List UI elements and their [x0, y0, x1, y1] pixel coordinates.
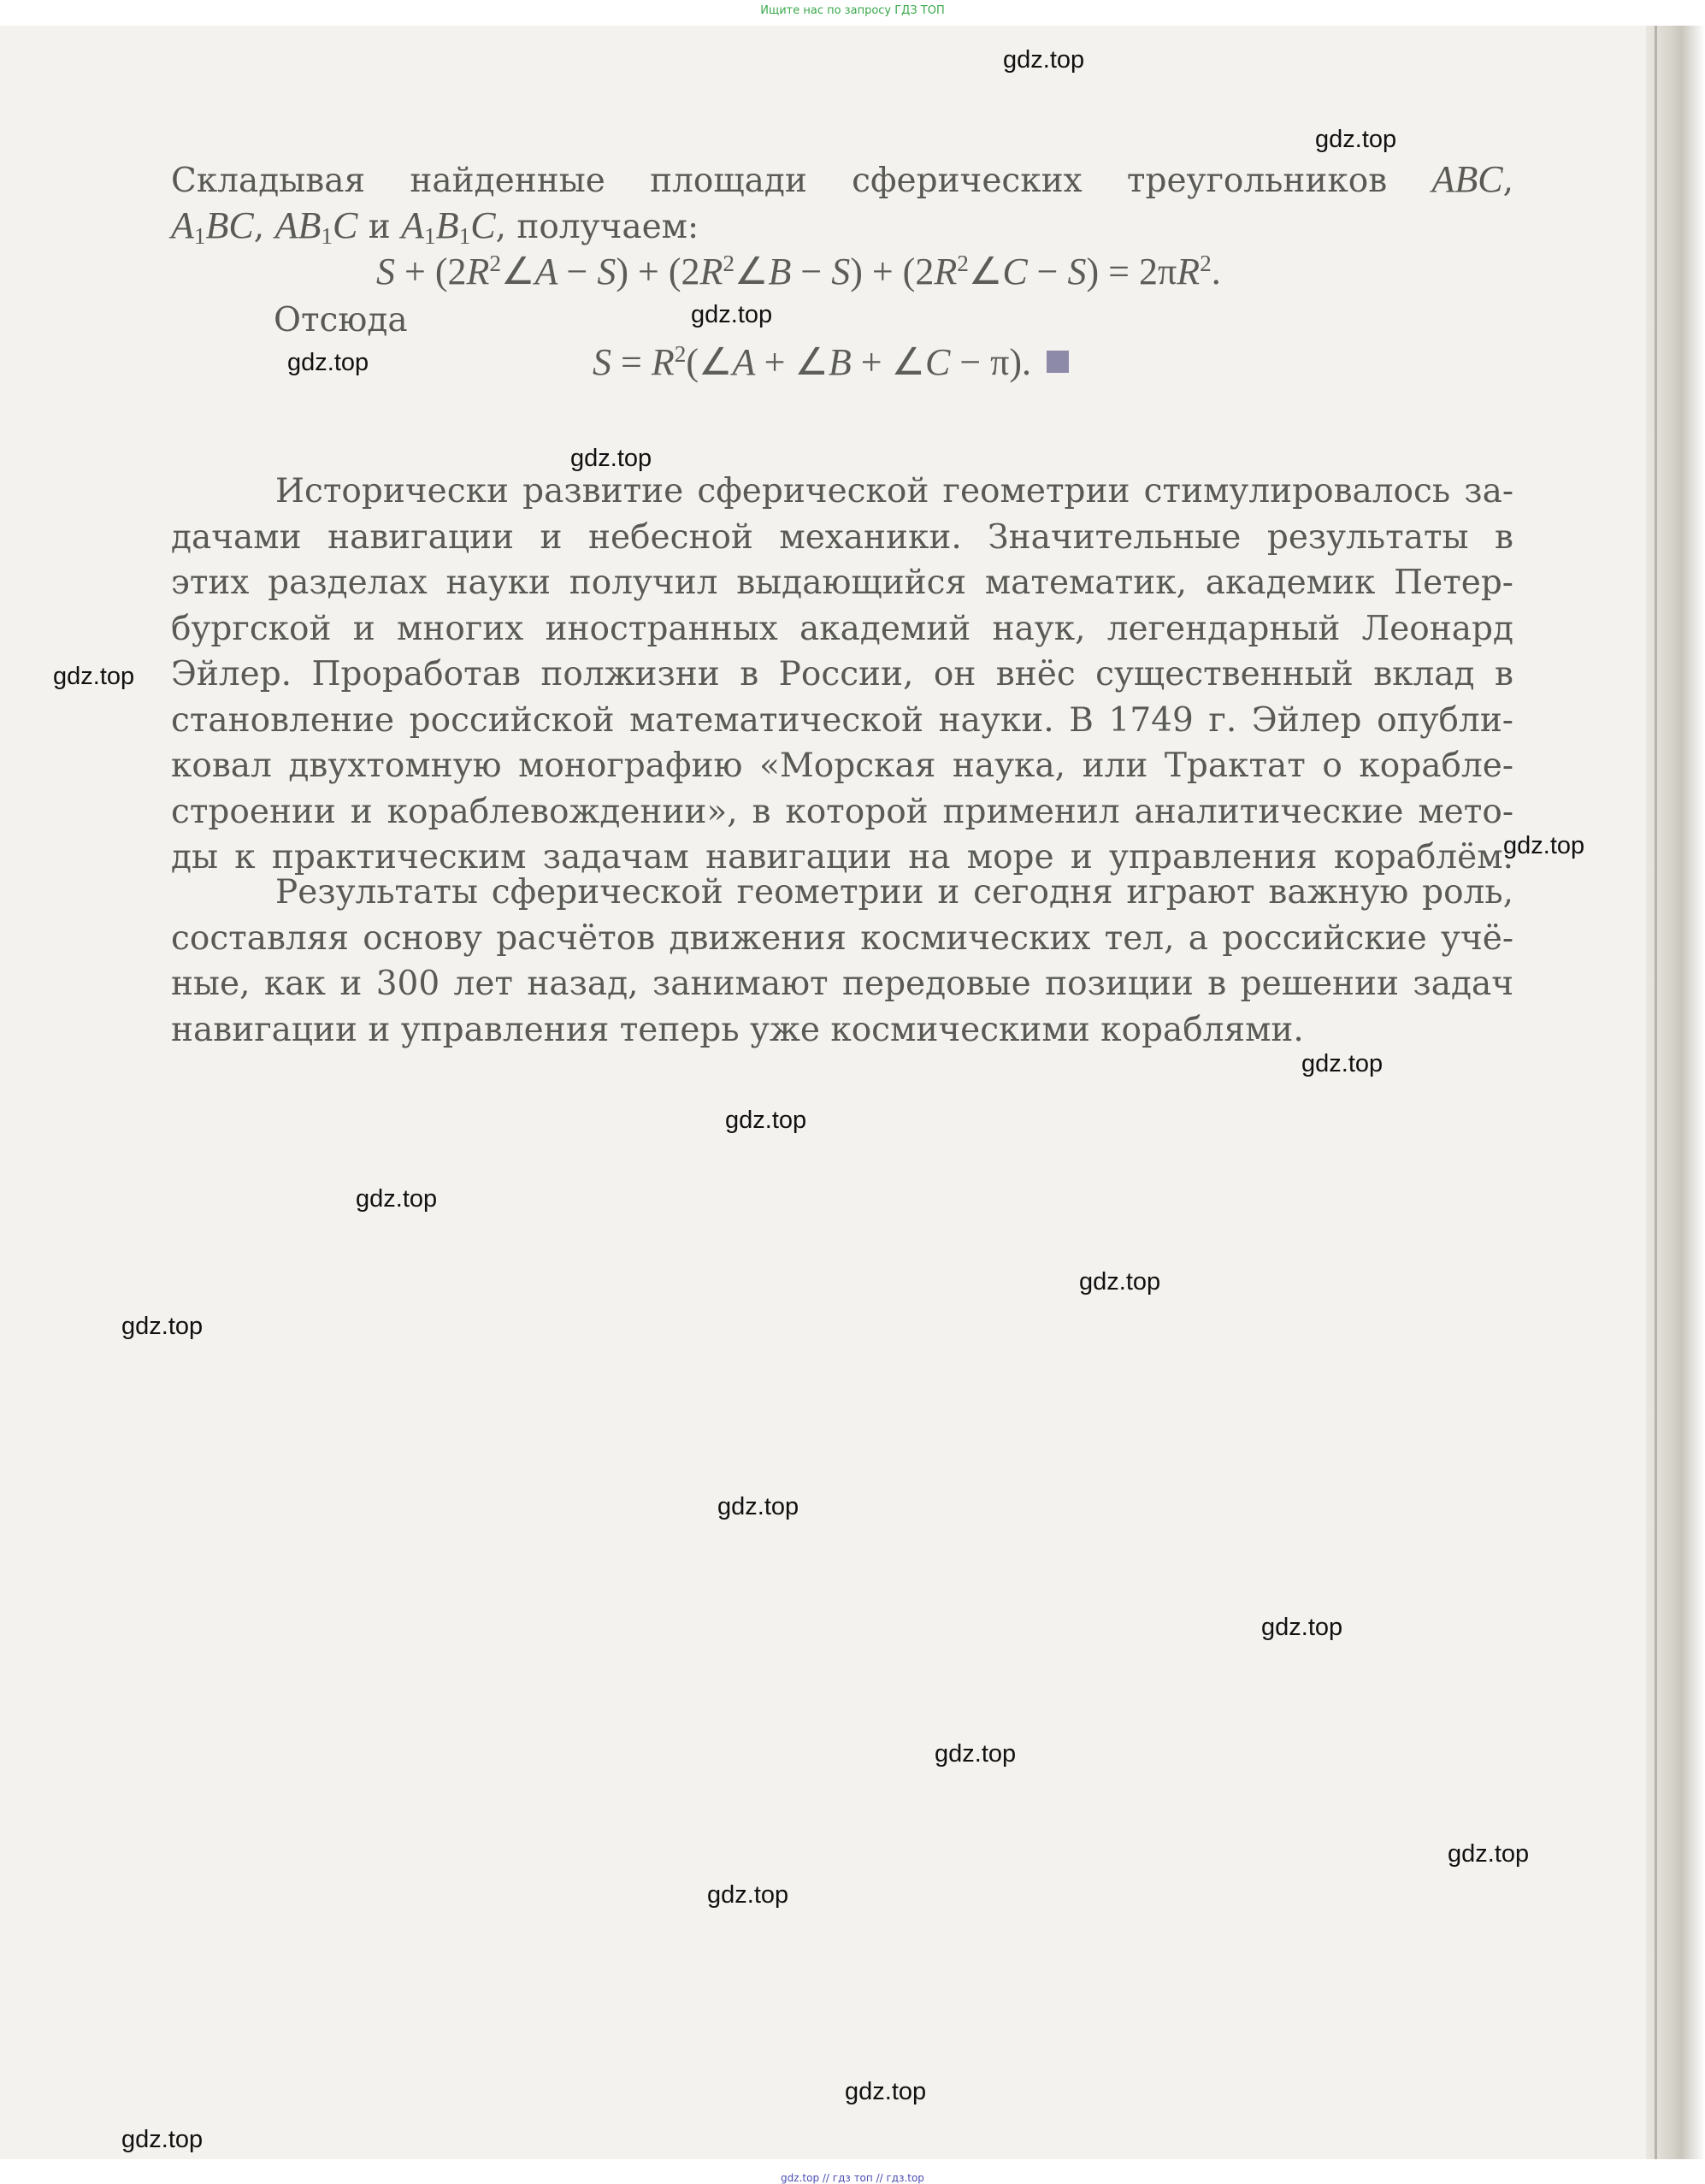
watermark: gdz.top: [1261, 1614, 1343, 1641]
paragraph-line: этих разделах науки получил выдающийся математик, академик Петер-: [171, 564, 1513, 602]
watermark: gdz.top: [287, 349, 369, 376]
watermark: gdz.top: [845, 2078, 927, 2105]
watermark: gdz.top: [1315, 126, 1397, 153]
paragraph-line: ды к практическим задачам навигации на море и управления кораблём.: [171, 838, 1513, 877]
qed-square-icon: [1047, 351, 1069, 373]
watermark: gdz.top: [1448, 1840, 1530, 1868]
top-banner: Ищите нас по запросу ГДЗ ТОП: [760, 4, 945, 17]
paragraph-history: [171, 469, 1513, 881]
paragraph-line: Исторически развитие сферической геометрии стимулировалось за-: [275, 472, 1513, 511]
watermark: gdz.top: [570, 445, 652, 472]
paragraph-line: строении и кораблевождении», в которой применил аналитические мето-: [171, 792, 1513, 831]
paragraph-line: становление российской математической науки. В 1749 г. Эйлер опубли-: [171, 700, 1513, 740]
watermark: gdz.top: [356, 1185, 438, 1213]
paragraph-modern: [171, 870, 1513, 1053]
label-abc: ABC: [1431, 158, 1503, 200]
otsyuda-label: Отсюда: [274, 301, 408, 339]
word-and: и: [368, 208, 391, 246]
paragraph-line: [171, 156, 1513, 204]
watermark: gdz.top: [1079, 1268, 1161, 1296]
watermark: gdz.top: [121, 2126, 204, 2153]
word-otsyuda: [274, 298, 616, 344]
label-a1b1c: $A_1B_1C$: [401, 204, 496, 249]
watermark: gdz.top: [725, 1107, 807, 1134]
text-fragment: Складывая найденные площади сферических треугольников: [171, 162, 1388, 200]
paragraph-line: ковал двухтомную монографию «Морская наука, или Трактат о корабле-: [171, 747, 1513, 785]
watermark: gdz.top: [707, 1881, 789, 1909]
page-edge-line: [1655, 26, 1657, 2159]
paragraph-line: $A_1BC$, $AB_1C$ и $A_1B_1C$, получаем:: [171, 204, 699, 249]
formula-sum-of-areas: $S + (2R^2\angle A - S)$ + $(2R^2\angle B - S)$ + $(2R^2\angle C - S) = 2\pi R^2$.: [376, 251, 1221, 292]
text-fragment: получаем:: [516, 208, 699, 246]
paragraph-line: навигации и управления теперь уже космическими кораблями.: [171, 1010, 1304, 1049]
watermark: gdz.top: [1301, 1050, 1383, 1077]
paragraph-line: бургской и многих иностранных академий наук, легендарный Леонард: [171, 609, 1513, 648]
paragraph-line: Эйлер. Проработав полжизни в России, он внёс существенный вклад в: [171, 655, 1513, 694]
bottom-banner: gdz.top // гдз топ // гдз.top: [781, 2172, 924, 2184]
watermark: gdz.top: [121, 1313, 204, 1340]
watermark: gdz.top: [1503, 832, 1585, 859]
paragraph-line: Результаты сферической геометрии и сегодня играют важную роль,: [275, 873, 1513, 912]
formula-area-result: $S = R^2(\angle A$ + ∠B + ∠C − π).: [593, 340, 1069, 384]
paragraph-areas-sum: [171, 156, 1513, 204]
label-a1bc: $A_1BC$: [171, 204, 254, 249]
watermark: gdz.top: [717, 1493, 799, 1520]
paragraph-line: ные, как и 300 лет назад, занимают передовые позиции в решении задач: [171, 965, 1513, 1003]
label-ab1c: $AB_1C$: [274, 204, 358, 249]
comma: ,: [1502, 162, 1513, 200]
watermark: gdz.top: [691, 301, 773, 328]
paragraph-line: дачами навигации и небесной механики. Значительные результаты в: [171, 517, 1513, 557]
watermark: gdz.top: [53, 663, 135, 690]
paragraph-line: составляя основу расчётов движения космических тел, а российские учё-: [171, 918, 1513, 958]
watermark: gdz.top: [935, 1740, 1017, 1768]
watermark: gdz.top: [1003, 46, 1085, 74]
